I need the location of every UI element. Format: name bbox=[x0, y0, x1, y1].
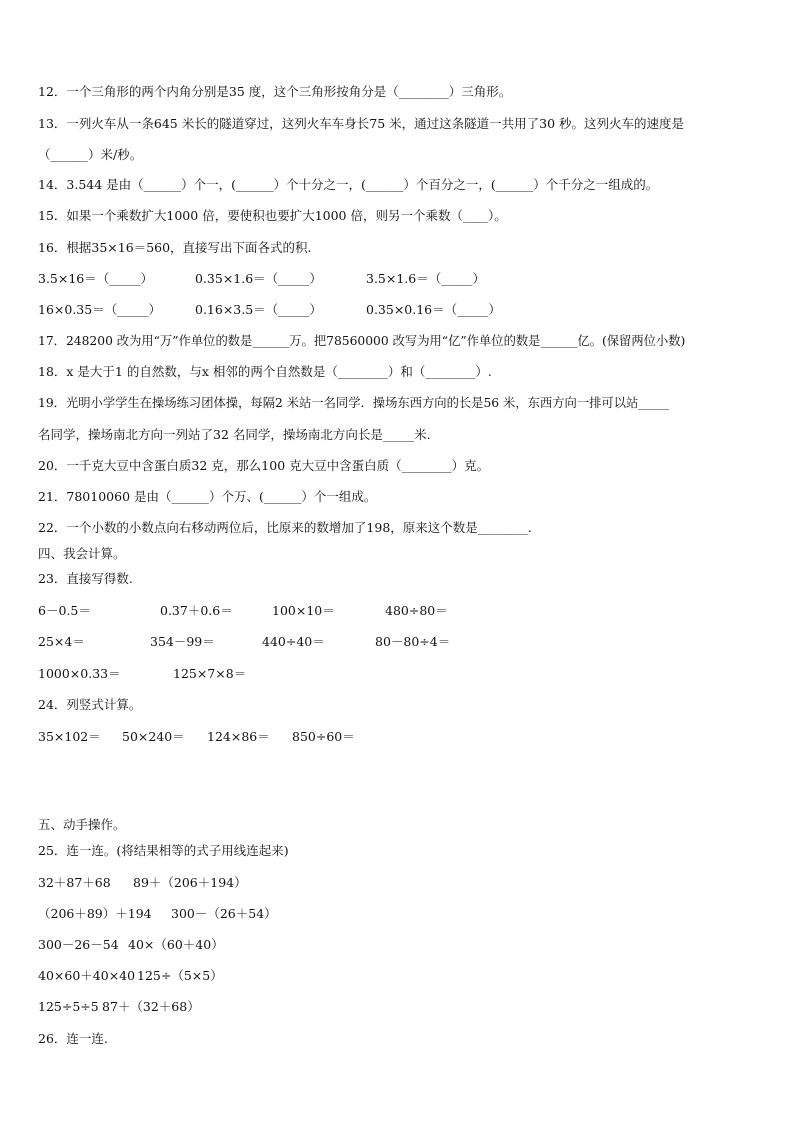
q24-item-4: 850÷60＝ bbox=[292, 729, 355, 744]
question-16: 16．根据35×16＝560，直接写出下面各式的积. bbox=[38, 240, 312, 255]
q23-item-r3c2: 125×7×8＝ bbox=[173, 666, 247, 681]
q25-right-3: 40×（60＋40） bbox=[128, 937, 224, 952]
q25-left-2: （206＋89）＋194 bbox=[38, 906, 152, 921]
question-24: 24．列竖式计算。 bbox=[38, 697, 142, 712]
question-13-line1: 13．一列火车从一条645 米长的隧道穿过，这列火车车身长75 米，通过这条隧道一共用了30 秒。这列火车的速度是 bbox=[38, 116, 684, 131]
q25-left-1: 32＋87＋68 bbox=[38, 875, 111, 890]
q24-item-3: 124×86＝ bbox=[207, 729, 270, 744]
q23-item-r2c3: 440÷40＝ bbox=[262, 634, 325, 649]
question-13-line2: （______）米/秒。 bbox=[38, 147, 143, 162]
question-12: 12．一个三角形的两个内角分别是35 度，这个三角形按角分是（________）三角形。 bbox=[38, 84, 512, 99]
q16-item-r2c3: 0.35×0.16＝（_____） bbox=[366, 302, 501, 317]
q16-item-r2c1: 16×0.35＝（_____） bbox=[38, 302, 161, 317]
question-20: 20．一千克大豆中含蛋白质32 克，那么100 克大豆中含蛋白质（________）克。 bbox=[38, 458, 490, 473]
question-19-line1: 19．光明小学学生在操场练习团体操，每隔2 米站一名同学．操场东西方向的长是56 米，东西方向一排可以站_____ bbox=[38, 396, 670, 410]
question-26: 26．连一连. bbox=[38, 1031, 108, 1046]
q16-item-r1c3: 3.5×1.6＝（_____） bbox=[366, 271, 485, 286]
q25-left-5: 125÷5÷5 bbox=[38, 999, 99, 1014]
q25-right-5: 87＋（32＋68） bbox=[102, 999, 200, 1014]
q25-left-4: 40×60＋40×40 bbox=[38, 968, 136, 983]
q16-item-r1c1: 3.5×16＝（_____） bbox=[38, 271, 154, 286]
q16-item-r1c2: 0.35×1.6＝（_____） bbox=[195, 271, 322, 286]
question-22: 22．一个小数的小数点向右移动两位后，比原来的数增加了198，原来这个数是________. bbox=[38, 520, 532, 535]
q23-item-r2c2: 354－99＝ bbox=[150, 634, 215, 649]
q23-item-r1c2: 0.37＋0.6＝ bbox=[160, 603, 233, 618]
q25-left-3: 300－26－54 bbox=[38, 937, 119, 952]
q25-right-1: 89＋（206＋194） bbox=[133, 875, 247, 890]
q24-item-2: 50×240＝ bbox=[122, 729, 185, 744]
section-4-heading: 四、我会计算。 bbox=[38, 546, 126, 561]
q23-item-r1c4: 480÷80＝ bbox=[385, 603, 448, 618]
question-15: 15．如果一个乘数扩大1000 倍，要使积也要扩大1000 倍，则另一个乘数（____）。 bbox=[38, 208, 507, 223]
q25-right-2: 300－（26＋54） bbox=[171, 906, 277, 921]
q23-item-r2c1: 25×4＝ bbox=[38, 634, 85, 649]
question-19-line2: 名同学，操场南北方向一列站了32 名同学，操场南北方向长是_____米. bbox=[38, 427, 431, 442]
section-5-heading: 五、动手操作。 bbox=[38, 817, 126, 832]
q23-item-r1c1: 6－0.5＝ bbox=[38, 603, 91, 618]
q23-item-r2c4: 80－80÷4＝ bbox=[375, 634, 451, 649]
question-18: 18．x 是大于1 的自然数，与x 相邻的两个自然数是（________）和（________）. bbox=[38, 364, 492, 379]
question-14: 14．3.544 是由（______）个一，(______）个十分之一，(______）个百分之一，(______）个千分之一组成的。 bbox=[38, 177, 659, 192]
question-25: 25．连一连。(将结果相等的式子用线连起来) bbox=[38, 843, 289, 858]
q23-item-r3c1: 1000×0.33＝ bbox=[38, 666, 121, 681]
q16-item-r2c2: 0.16×3.5＝（_____） bbox=[195, 302, 322, 317]
q23-item-r1c3: 100×10＝ bbox=[272, 603, 335, 618]
q24-item-1: 35×102＝ bbox=[38, 729, 101, 744]
q25-right-4: 125÷（5×5） bbox=[137, 968, 223, 983]
question-21: 21．78010060 是由（______）个万、(______）个一组成。 bbox=[38, 489, 377, 504]
question-23: 23．直接写得数. bbox=[38, 571, 133, 586]
question-17: 17．248200 改为用“万”作单位的数是______万。把78560000 改写为用“亿”作单位的数是______亿。(保留两位小数) bbox=[38, 334, 686, 348]
